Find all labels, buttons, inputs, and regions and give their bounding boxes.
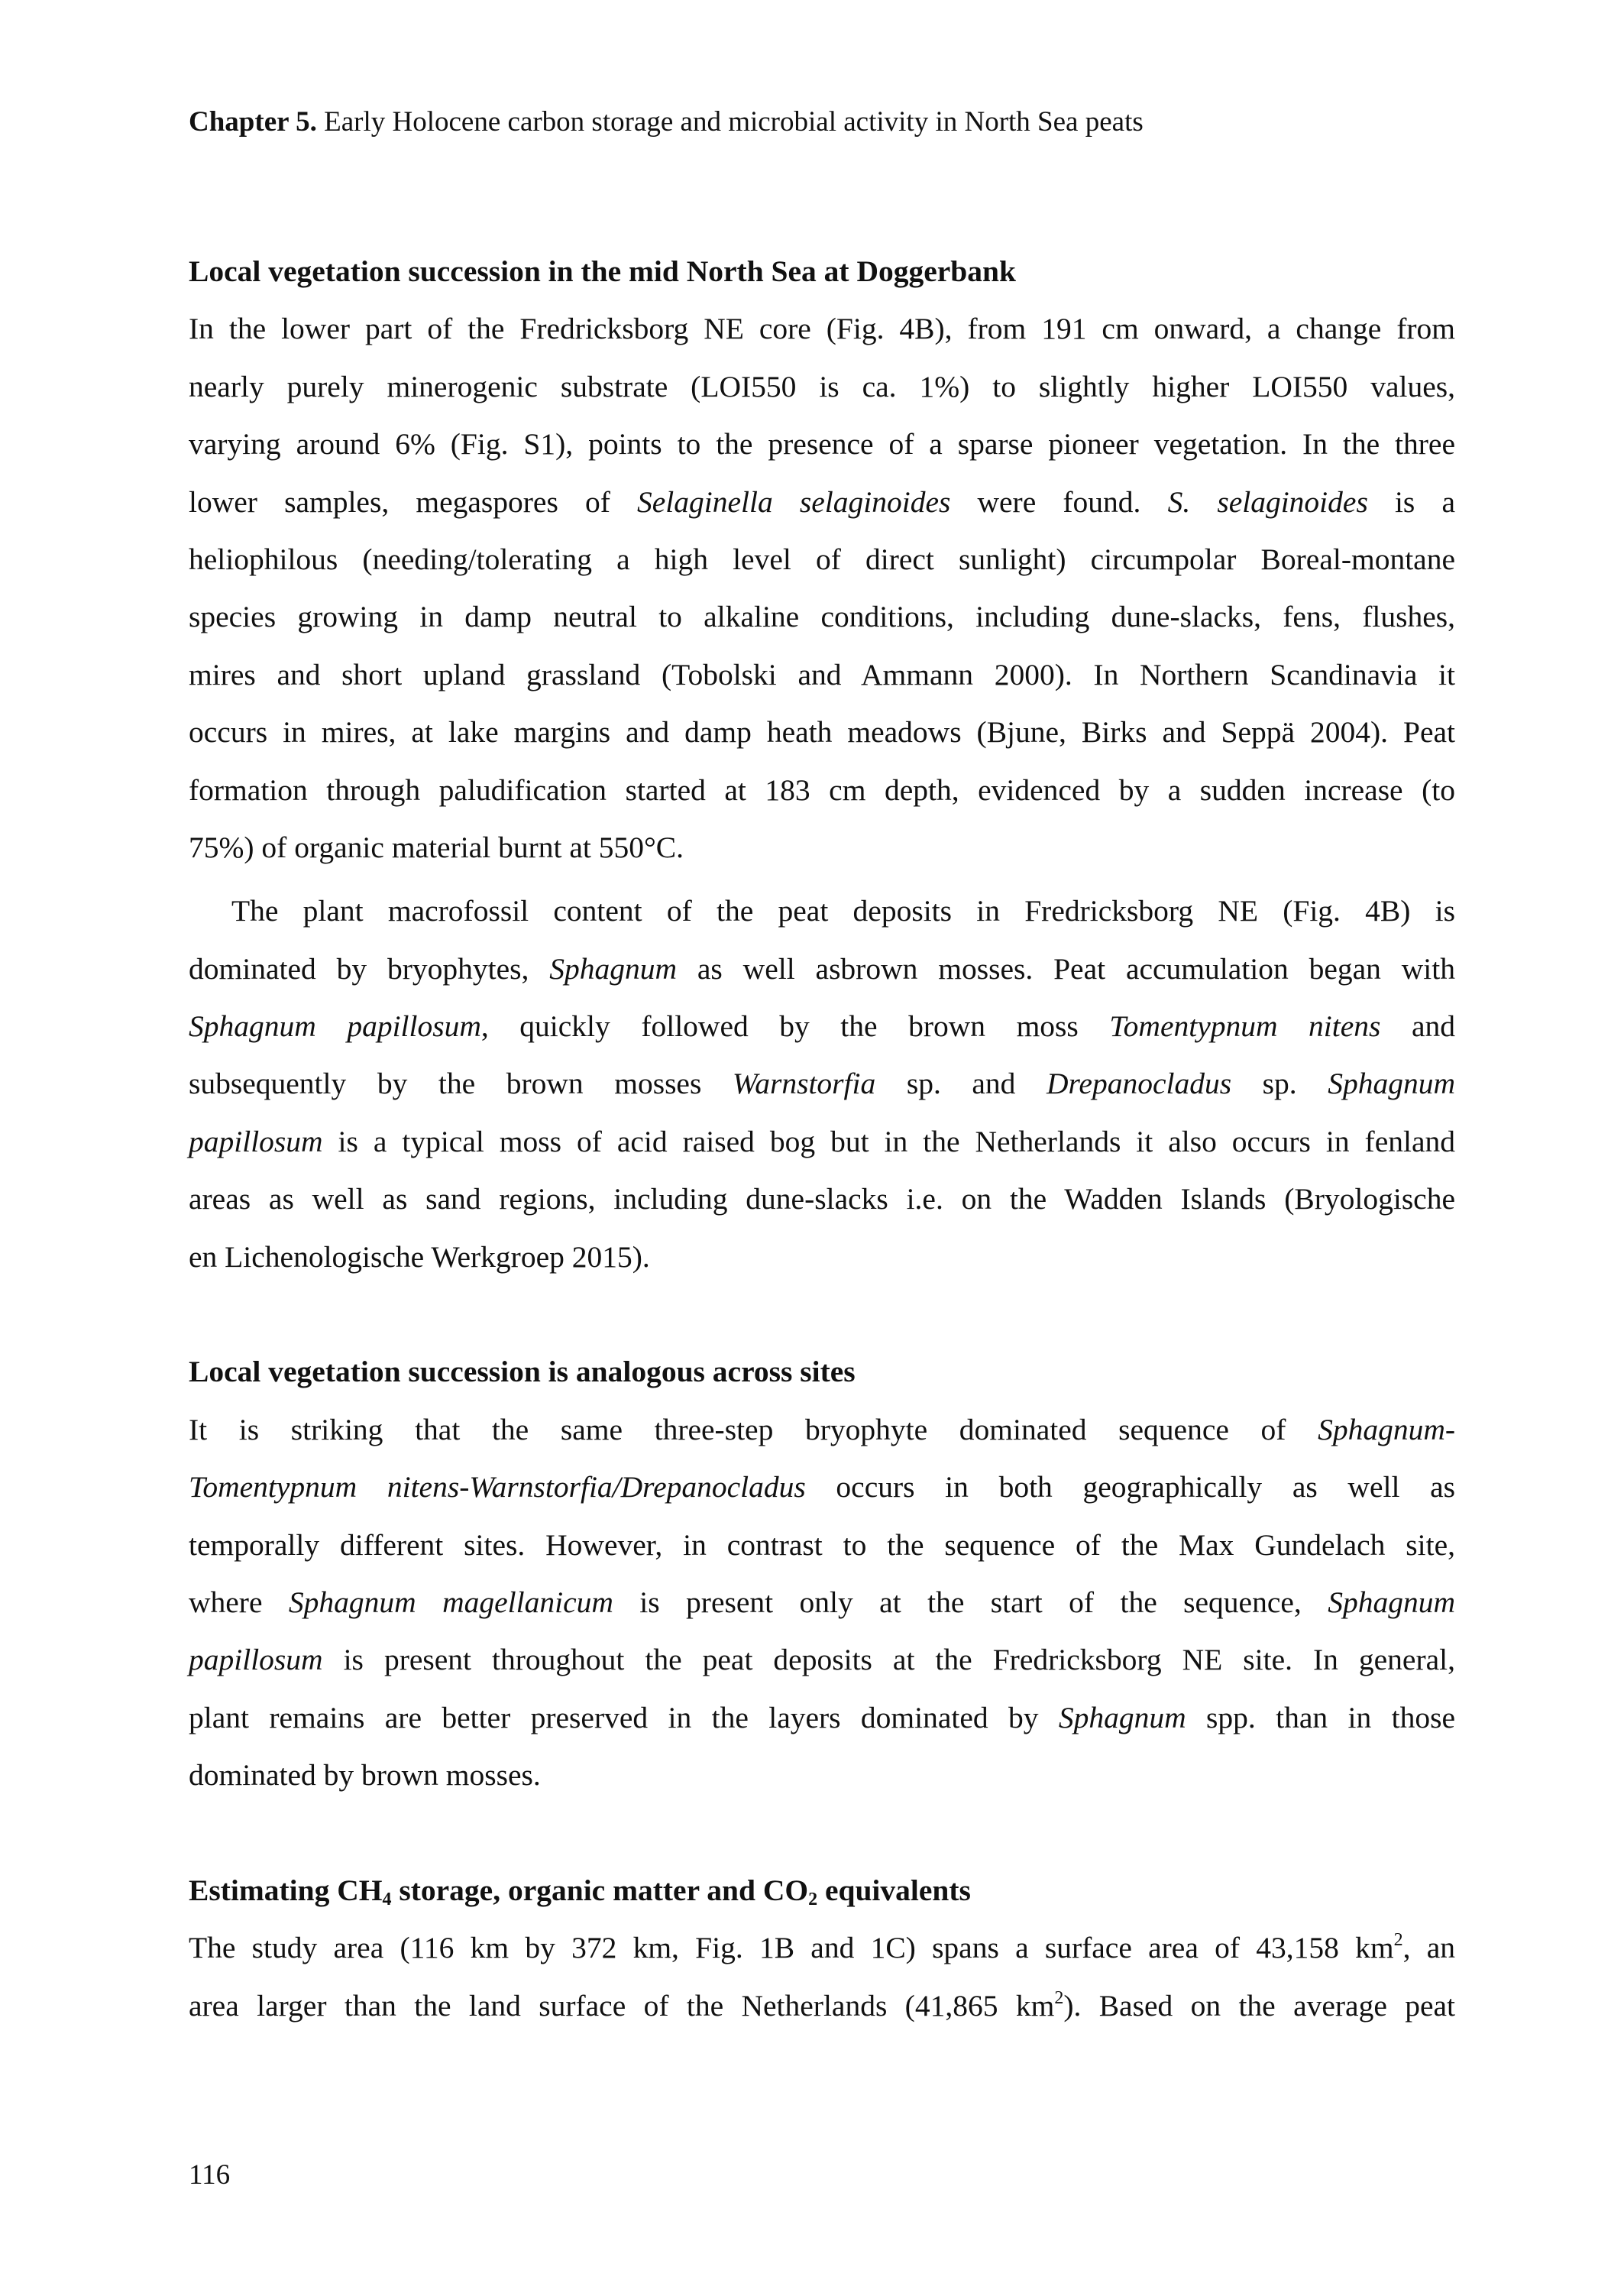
text-line (189, 704, 1455, 761)
text-line (189, 1113, 1455, 1171)
text-line (189, 1229, 1455, 1286)
text-run: is present only at the start of the sequence, (613, 1585, 1328, 1619)
text-run: varying around 6% (Fig. S1), points to the presence of a sparse pioneer vegetation. In the three (189, 427, 1455, 462)
italic-term: Drepanocladus (1047, 1067, 1232, 1101)
text-run: formation through paludification started at 183 cm depth, evidenced by a sudden increase (to (189, 772, 1455, 807)
text-run: ). Based on the average peat (1063, 1988, 1456, 2023)
text-line (189, 588, 1455, 646)
text-line (189, 1517, 1455, 1574)
text-line (189, 531, 1455, 588)
text-line (189, 358, 1455, 416)
text-run: en Lichenologische Werkgroep 2015). (189, 1239, 650, 1274)
italic-term: papillosum (189, 1643, 323, 1677)
text-run: Estimating CH (189, 1873, 383, 1907)
text-run: subsequently by the brown mosses (189, 1067, 733, 1101)
text-run: is a typical moss of acid raised bog but in the Netherlands it also occurs in fenland (322, 1124, 1455, 1158)
supscript: 2 (1054, 1987, 1064, 2008)
text-line (189, 1977, 1455, 2035)
text-line (189, 1689, 1455, 1747)
text-line (189, 883, 1455, 940)
text-line (189, 998, 1455, 1055)
italic-term: Sphagnum (1328, 1067, 1456, 1101)
italic-term: Tomentypnum nitens (1109, 1009, 1381, 1044)
text-run: area larger than the land surface of the Netherlands (41,865 km (189, 1988, 1055, 2023)
text-run: and (1380, 1009, 1455, 1044)
italic-term: Warnstorfia (732, 1067, 876, 1101)
running-header (189, 103, 1144, 141)
text-line (189, 1919, 1455, 1977)
chapter-title: Early Holocene carbon storage and microbial activity in North Sea peats (324, 106, 1144, 138)
text-run: dominated by bryophytes, (189, 951, 550, 986)
text-line (189, 1171, 1455, 1228)
text-line (189, 474, 1455, 531)
text-line (189, 1631, 1455, 1689)
text-run: spp. than in those (1186, 1700, 1455, 1734)
text-line (189, 1574, 1455, 1631)
text-line (189, 941, 1455, 998)
text-run: is present throughout the peat deposits at the Fredricksborg NE site. In general, (322, 1643, 1455, 1677)
italic-term: Sphagnum papillosum (189, 1009, 481, 1044)
text-run: nearly purely minerogenic substrate (LOI550 is ca. 1%) to slightly higher LOI550 values, (189, 369, 1455, 403)
page-number: 116 (189, 2159, 231, 2191)
italic-term: Sphagnum (1058, 1700, 1186, 1734)
text-line (189, 1459, 1455, 1516)
text-run: plant remains are better preserved in the layers dominated by (189, 1700, 1059, 1734)
text-run: It is striking that the same three-step bryophyte dominated sequence of (189, 1412, 1318, 1446)
text-run: dominated by brown mosses. (189, 1758, 541, 1793)
italic-term: Sphagnum magellanicum (288, 1585, 613, 1619)
text-line (189, 1747, 1455, 1804)
text-run: areas as well as sand regions, including dune-slacks i.e. on the Wadden Islands (Bryologische (189, 1182, 1455, 1216)
text-run: The study area (116 km by 372 km, Fig. 1B and 1C) spans a surface area of 43,158 km (189, 1931, 1394, 1965)
text-run: lower samples, megaspores of (189, 484, 638, 519)
text-run: 75%) of organic material burnt at 550°C. (189, 830, 684, 864)
text-run: , quickly followed by the brown moss (480, 1009, 1110, 1044)
section-heading (189, 1343, 1455, 1401)
text-run: as well asbrown mosses. Peat accumulation began with (677, 951, 1456, 986)
supscript: 2 (1393, 1930, 1403, 1951)
italic-term: Sphagnum (549, 951, 678, 986)
body-text (189, 243, 1455, 2035)
text-line (189, 1055, 1455, 1112)
text-run: Local vegetation succession is analogous across sites (189, 1355, 856, 1389)
text-run: sp. and (875, 1067, 1047, 1101)
italic-term: Sphagnum- (1318, 1412, 1455, 1446)
text-line (189, 646, 1455, 704)
subscript: 4 (382, 1889, 392, 1909)
section-heading (189, 1862, 1455, 1919)
text-run: mires and short upland grassland (Tobolski and Ammann 2000). In Northern Scandinavia it (189, 657, 1455, 691)
text-run: occurs in both geographically as well as (805, 1470, 1455, 1504)
section-heading (189, 243, 1455, 300)
text-run: heliophilous (needing/tolerating a high level of direct sunlight) circumpolar Boreal-montane (189, 542, 1455, 576)
text-line (189, 762, 1455, 819)
text-run: were found. (950, 484, 1168, 519)
italic-term: S. selaginoides (1167, 484, 1368, 519)
text-line (189, 300, 1455, 358)
italic-term: Sphagnum (1328, 1585, 1455, 1619)
text-run: The plant macrofossil content of the peat deposits in Fredricksborg NE (Fig. 4B) is (231, 894, 1455, 928)
text-run: , an (1402, 1931, 1455, 1965)
text-run: sp. (1231, 1067, 1328, 1101)
text-line (189, 1286, 1455, 1343)
text-line (189, 1401, 1455, 1459)
italic-term: Tomentypnum nitens-Warnstorfia/Drepanocladus (189, 1470, 806, 1504)
text-run: equivalents (817, 1873, 971, 1907)
text-run: temporally different sites. However, in contrast to the sequence of the Max Gundelach site, (189, 1527, 1455, 1562)
italic-term: papillosum (189, 1124, 323, 1158)
text-run: species growing in damp neutral to alkaline conditions, including dune-slacks, fens, flushes, (189, 600, 1455, 634)
text-line (189, 416, 1455, 473)
italic-term: Selaginella selaginoides (637, 484, 951, 519)
text-run: is a (1367, 484, 1455, 519)
text-run: Local vegetation succession in the mid North Sea at Doggerbank (189, 254, 1016, 288)
chapter-label: Chapter 5. (189, 106, 317, 138)
text-line (189, 819, 1455, 876)
text-line (189, 1805, 1455, 1862)
text-run: In the lower part of the Fredricksborg NE core (Fig. 4B), from 191 cm onward, a change from (189, 312, 1455, 346)
text-run: where (189, 1585, 289, 1619)
text-run: storage, organic matter and CO (391, 1873, 809, 1907)
subscript: 2 (808, 1889, 818, 1909)
text-run: occurs in mires, at lake margins and damp heath meadows (Bjune, Birks and Seppä 2004). Peat (189, 715, 1455, 750)
